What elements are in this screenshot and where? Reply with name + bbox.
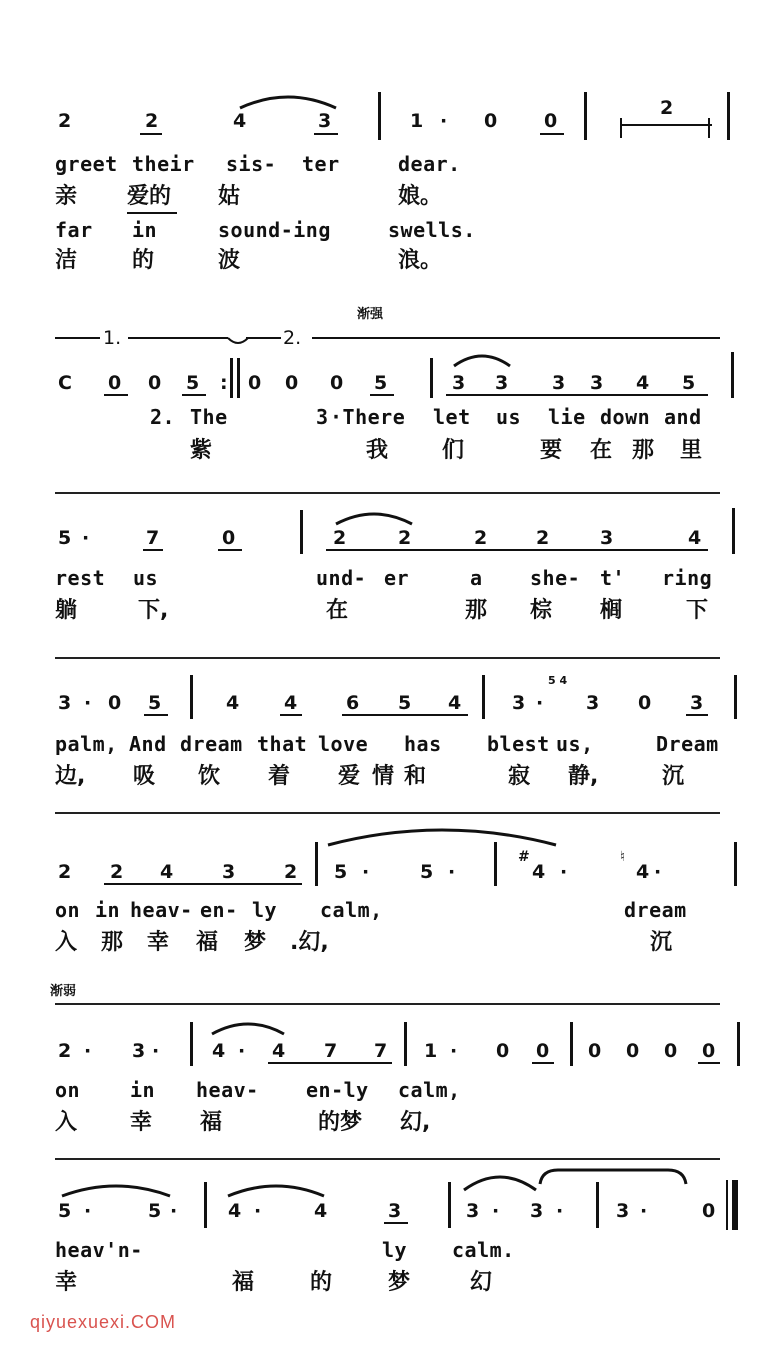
note: 6 bbox=[346, 692, 360, 714]
underline bbox=[540, 133, 564, 135]
volta-number: 2. bbox=[283, 327, 302, 349]
lyric-en: 3 bbox=[316, 405, 329, 429]
lyric-cn: 亲 bbox=[55, 184, 78, 209]
underline bbox=[446, 394, 708, 396]
lyric-cn: 福 bbox=[200, 1110, 223, 1135]
note: 2 bbox=[284, 861, 298, 883]
note: 0 bbox=[330, 372, 344, 394]
note: 3 bbox=[58, 692, 72, 714]
lyric-cn: 浪。 bbox=[398, 248, 443, 273]
note: 4 bbox=[448, 692, 462, 714]
note: 2 bbox=[58, 861, 72, 883]
lyric-en: down bbox=[600, 405, 651, 429]
note: 5 bbox=[334, 861, 348, 883]
dot: · bbox=[84, 1040, 92, 1062]
lyric-cn: 波 bbox=[218, 248, 241, 273]
volta-start bbox=[620, 118, 622, 138]
lyric-cn: 幸 bbox=[147, 930, 170, 955]
note: 3 bbox=[388, 1200, 402, 1222]
note: 2 bbox=[58, 110, 72, 132]
slur-mark bbox=[462, 1170, 538, 1194]
underline bbox=[532, 1062, 554, 1064]
lyric-cn: 的梦 bbox=[318, 1110, 363, 1135]
barline bbox=[237, 358, 240, 398]
barline bbox=[448, 1182, 451, 1228]
lyric-en: calm. bbox=[452, 1238, 515, 1262]
lyric-cn: 那 bbox=[632, 438, 655, 463]
note: C bbox=[58, 372, 72, 394]
lyric-en: calm, bbox=[398, 1078, 461, 1102]
lyric-en: calm, bbox=[320, 898, 383, 922]
lyric-cn: 娘。 bbox=[398, 184, 443, 209]
underline bbox=[104, 883, 302, 885]
lyric-cn: 幻 bbox=[470, 1270, 493, 1295]
lyric-cn: 洁 bbox=[55, 248, 78, 273]
lyric-en: a bbox=[470, 566, 483, 590]
barline bbox=[596, 1182, 599, 1228]
note: 3 bbox=[452, 372, 466, 394]
lyric-cn: 幸 bbox=[55, 1270, 78, 1295]
note: 3 bbox=[466, 1200, 480, 1222]
lyric-en: er bbox=[384, 566, 410, 590]
barline bbox=[731, 352, 734, 398]
note: 0 bbox=[496, 1040, 510, 1062]
note: 2 bbox=[398, 527, 412, 549]
barline bbox=[732, 508, 735, 554]
note: 4 bbox=[228, 1200, 242, 1222]
note: 5 bbox=[374, 372, 388, 394]
note: 3 bbox=[690, 692, 704, 714]
note: 3 bbox=[318, 110, 332, 132]
lyric-cn: 福 bbox=[232, 1270, 255, 1295]
underline bbox=[686, 714, 708, 716]
dot: · bbox=[654, 861, 662, 883]
barline bbox=[584, 92, 587, 140]
dot: · bbox=[492, 1200, 500, 1222]
underline bbox=[104, 394, 128, 396]
lyric-cn: 里 bbox=[680, 438, 703, 463]
lyric-en: heav'n- bbox=[55, 1238, 143, 1262]
note: 3 bbox=[132, 1040, 146, 1062]
slur-mark bbox=[452, 350, 512, 370]
lyric-en: on bbox=[55, 1078, 81, 1102]
note: 5 bbox=[58, 527, 72, 549]
lyric-cn: 福 bbox=[196, 930, 219, 955]
underline bbox=[314, 133, 338, 135]
lyric-cn: 们 bbox=[442, 438, 465, 463]
note: 4 bbox=[532, 861, 546, 883]
note: 0 bbox=[626, 1040, 640, 1062]
barline bbox=[737, 1022, 740, 1066]
dot: · bbox=[536, 692, 544, 714]
barline bbox=[404, 1022, 407, 1066]
barline bbox=[570, 1022, 573, 1066]
final-barline-thick bbox=[732, 1180, 738, 1230]
note: 4 bbox=[636, 372, 650, 394]
lyric-en: has bbox=[404, 732, 442, 756]
final-barline-thin bbox=[726, 1180, 728, 1230]
note: 3 bbox=[586, 692, 600, 714]
barline bbox=[378, 92, 381, 140]
volta-joint bbox=[226, 330, 250, 350]
staff-separator bbox=[55, 492, 720, 494]
volta-line bbox=[312, 337, 720, 339]
underline bbox=[140, 133, 162, 135]
note: 5 bbox=[58, 1200, 72, 1222]
lyric-cn: 着 bbox=[268, 764, 291, 789]
note: 5 bbox=[148, 692, 162, 714]
natural-sign: ♮ bbox=[620, 849, 626, 865]
lyric-en: dream bbox=[624, 898, 687, 922]
lyric-cn: 幻, bbox=[400, 1110, 431, 1135]
lyric-cn: .幻, bbox=[290, 930, 329, 955]
lyric-en: us bbox=[496, 405, 522, 429]
dot: · bbox=[450, 1040, 458, 1062]
lyric-en: in bbox=[95, 898, 121, 922]
lyric-en: heav- bbox=[196, 1078, 259, 1102]
grace-notes: 5 4 bbox=[548, 674, 568, 687]
lyric-en: in bbox=[132, 218, 158, 242]
barline bbox=[315, 842, 318, 886]
watermark: qiyuexuexi.COM bbox=[30, 1312, 177, 1332]
staff-separator bbox=[55, 657, 720, 659]
volta-number: 1. bbox=[103, 327, 122, 349]
note: 3 bbox=[222, 861, 236, 883]
staff-separator bbox=[55, 1003, 720, 1005]
note: 5 bbox=[148, 1200, 162, 1222]
note: 4 bbox=[688, 527, 702, 549]
note: 4 bbox=[314, 1200, 328, 1222]
note: 4 bbox=[226, 692, 240, 714]
dot: · bbox=[84, 1200, 92, 1222]
lyric-en: love bbox=[318, 732, 369, 756]
note: 0 bbox=[484, 110, 498, 132]
dot: · bbox=[362, 861, 370, 883]
note: 0 bbox=[702, 1040, 716, 1062]
lyric-en: And bbox=[129, 732, 167, 756]
barline bbox=[734, 842, 737, 886]
barline bbox=[430, 358, 433, 398]
dot: · bbox=[82, 527, 90, 549]
lyric-cn: 下, bbox=[138, 598, 169, 623]
note: 0 bbox=[702, 1200, 716, 1222]
dot: · bbox=[440, 110, 448, 132]
lyric-en: their bbox=[132, 152, 195, 176]
underline bbox=[182, 394, 206, 396]
repeat-dots: : bbox=[220, 372, 228, 394]
tie-mark bbox=[538, 1166, 688, 1190]
underline bbox=[143, 549, 163, 551]
lyric-en: that bbox=[257, 732, 308, 756]
dot: · bbox=[640, 1200, 648, 1222]
dot: · bbox=[84, 692, 92, 714]
note: 5 bbox=[186, 372, 200, 394]
note: 3 bbox=[495, 372, 509, 394]
lyric-cn: 我 bbox=[366, 438, 389, 463]
barline bbox=[300, 510, 303, 554]
barline bbox=[204, 1182, 207, 1228]
lyric-cn: 的 bbox=[310, 1270, 333, 1295]
note: 7 bbox=[374, 1040, 388, 1062]
note: 5 bbox=[398, 692, 412, 714]
lyric-cn: 棕 bbox=[530, 598, 553, 623]
lyric-cn: 入 bbox=[55, 930, 78, 955]
lyric-cn: 下 bbox=[686, 598, 709, 623]
note: 2 bbox=[474, 527, 488, 549]
lyric-en: ·There bbox=[330, 405, 406, 429]
slur-mark bbox=[60, 1180, 172, 1200]
underline bbox=[268, 1062, 392, 1064]
barline bbox=[230, 358, 233, 398]
dot: · bbox=[238, 1040, 246, 1062]
staff-separator bbox=[55, 1158, 720, 1160]
note: 3 bbox=[590, 372, 604, 394]
lyric-en: in bbox=[130, 1078, 156, 1102]
lyric-cn: 爱 bbox=[338, 764, 361, 789]
note: 7 bbox=[146, 527, 160, 549]
note: 4 bbox=[272, 1040, 286, 1062]
lyric-en: she- bbox=[530, 566, 581, 590]
lyric-en: t' bbox=[600, 566, 626, 590]
note: 4 bbox=[636, 861, 650, 883]
underline bbox=[698, 1062, 720, 1064]
slur-mark bbox=[238, 92, 338, 112]
note: 0 bbox=[248, 372, 262, 394]
barline bbox=[190, 1022, 193, 1066]
dynamic-marking: 渐强 bbox=[357, 307, 384, 322]
underline bbox=[326, 549, 708, 551]
underline bbox=[144, 714, 168, 716]
dot: · bbox=[254, 1200, 262, 1222]
note: 0 bbox=[285, 372, 299, 394]
note: 0 bbox=[638, 692, 652, 714]
barline bbox=[494, 842, 497, 886]
note: 0 bbox=[222, 527, 236, 549]
lyric-en: lie bbox=[548, 405, 586, 429]
underline bbox=[384, 1222, 408, 1224]
lyric-en: sis- bbox=[226, 152, 277, 176]
lyric-cn: 姑 bbox=[218, 184, 241, 209]
lyric-cn: 紫 bbox=[190, 438, 213, 463]
lyric-cn: 寂 bbox=[508, 764, 531, 789]
note: 4 bbox=[212, 1040, 226, 1062]
slur-mark bbox=[210, 1018, 286, 1038]
note: 0 bbox=[148, 372, 162, 394]
lyric-cn: 爱的 bbox=[127, 184, 172, 209]
note: 2 bbox=[536, 527, 550, 549]
note: 3 bbox=[530, 1200, 544, 1222]
lyric-cn: 梦 bbox=[244, 930, 267, 955]
lyric-cn: 入 bbox=[55, 1110, 78, 1135]
lyric-cn: 情 bbox=[372, 764, 395, 789]
lyric-cn: 静, bbox=[568, 764, 599, 789]
lyric-en: ter bbox=[302, 152, 340, 176]
lyric-en: and bbox=[664, 405, 702, 429]
lyric-en: heav- bbox=[130, 898, 193, 922]
volta-line bbox=[622, 124, 712, 126]
staff-separator bbox=[55, 812, 720, 814]
slur-mark bbox=[226, 1180, 326, 1200]
lyric-cn: 吸 bbox=[133, 764, 156, 789]
slur-mark bbox=[334, 508, 414, 528]
lyric-en: swells. bbox=[388, 218, 476, 242]
lyric-cn: 沉 bbox=[662, 764, 685, 789]
dot: · bbox=[448, 861, 456, 883]
underline bbox=[127, 212, 177, 214]
lyric-cn: 榈 bbox=[600, 598, 623, 623]
lyric-en: us bbox=[133, 566, 159, 590]
lyric-en: The bbox=[190, 405, 228, 429]
lyric-en: blest bbox=[487, 732, 550, 756]
lyric-cn: 饮 bbox=[198, 764, 221, 789]
lyric-en: dear. bbox=[398, 152, 461, 176]
dot: · bbox=[556, 1200, 564, 1222]
note: 4 bbox=[284, 692, 298, 714]
lyric-en: und- bbox=[316, 566, 367, 590]
lyric-cn: 边, bbox=[55, 764, 86, 789]
barline bbox=[482, 675, 485, 719]
dot: · bbox=[152, 1040, 160, 1062]
lyric-en: far bbox=[55, 218, 93, 242]
note: 0 bbox=[664, 1040, 678, 1062]
underline bbox=[370, 394, 394, 396]
volta-line bbox=[55, 337, 100, 339]
lyric-cn: 在 bbox=[326, 598, 349, 623]
lyric-en: 2. bbox=[150, 405, 176, 429]
lyric-en: dream bbox=[180, 732, 243, 756]
note: 0 bbox=[536, 1040, 550, 1062]
note: 1 bbox=[410, 110, 424, 132]
note: 2 bbox=[333, 527, 347, 549]
note: 3 bbox=[600, 527, 614, 549]
note: 0 bbox=[108, 372, 122, 394]
lyric-en: Dream bbox=[656, 732, 719, 756]
barline bbox=[190, 675, 193, 719]
volta-line bbox=[128, 337, 228, 339]
dot: · bbox=[170, 1200, 178, 1222]
lyric-en: en- bbox=[200, 898, 238, 922]
volta-line bbox=[246, 337, 281, 339]
underline bbox=[218, 549, 242, 551]
note: 3 bbox=[616, 1200, 630, 1222]
lyric-cn: 在 bbox=[590, 438, 613, 463]
dot: · bbox=[560, 861, 568, 883]
note: 2 bbox=[58, 1040, 72, 1062]
lyric-cn: 的 bbox=[132, 248, 155, 273]
lyric-en: sound-ing bbox=[218, 218, 331, 242]
note: 4 bbox=[160, 861, 174, 883]
note: 3 bbox=[552, 372, 566, 394]
lyric-en: ly bbox=[252, 898, 278, 922]
lyric-cn: 沉 bbox=[650, 930, 673, 955]
note: 0 bbox=[544, 110, 558, 132]
lyric-cn: 幸 bbox=[130, 1110, 153, 1135]
lyric-en: ly bbox=[382, 1238, 408, 1262]
lyric-cn: 那 bbox=[101, 930, 124, 955]
lyric-en: en-ly bbox=[306, 1078, 369, 1102]
lyric-en: us, bbox=[556, 732, 594, 756]
lyric-cn: 躺 bbox=[55, 598, 78, 623]
note: 1 bbox=[424, 1040, 438, 1062]
underline bbox=[342, 714, 468, 716]
note: 0 bbox=[108, 692, 122, 714]
dynamic-marking: 渐弱 bbox=[50, 984, 77, 999]
lyric-en: on bbox=[55, 898, 81, 922]
lyric-en: greet bbox=[55, 152, 118, 176]
note: 2 bbox=[110, 861, 124, 883]
lyric-en: let bbox=[433, 405, 471, 429]
lyric-cn: 要 bbox=[540, 438, 563, 463]
lyric-en: palm, bbox=[55, 732, 118, 756]
note: 0 bbox=[588, 1040, 602, 1062]
volta-number: 2 bbox=[660, 97, 674, 119]
note: 2 bbox=[145, 110, 159, 132]
underline bbox=[280, 714, 302, 716]
note: 5 bbox=[420, 861, 434, 883]
note: 5 bbox=[682, 372, 696, 394]
note: 7 bbox=[324, 1040, 338, 1062]
note: 4 bbox=[233, 110, 247, 132]
sharp-sign: # bbox=[518, 849, 530, 865]
lyric-en: ring bbox=[662, 566, 713, 590]
lyric-cn: 那 bbox=[465, 598, 488, 623]
lyric-en: rest bbox=[55, 566, 106, 590]
lyric-cn: 和 bbox=[404, 764, 427, 789]
note: 3 bbox=[512, 692, 526, 714]
barline bbox=[727, 92, 730, 140]
volta-end bbox=[708, 118, 710, 138]
barline bbox=[734, 675, 737, 719]
lyric-cn: 梦 bbox=[388, 1270, 411, 1295]
